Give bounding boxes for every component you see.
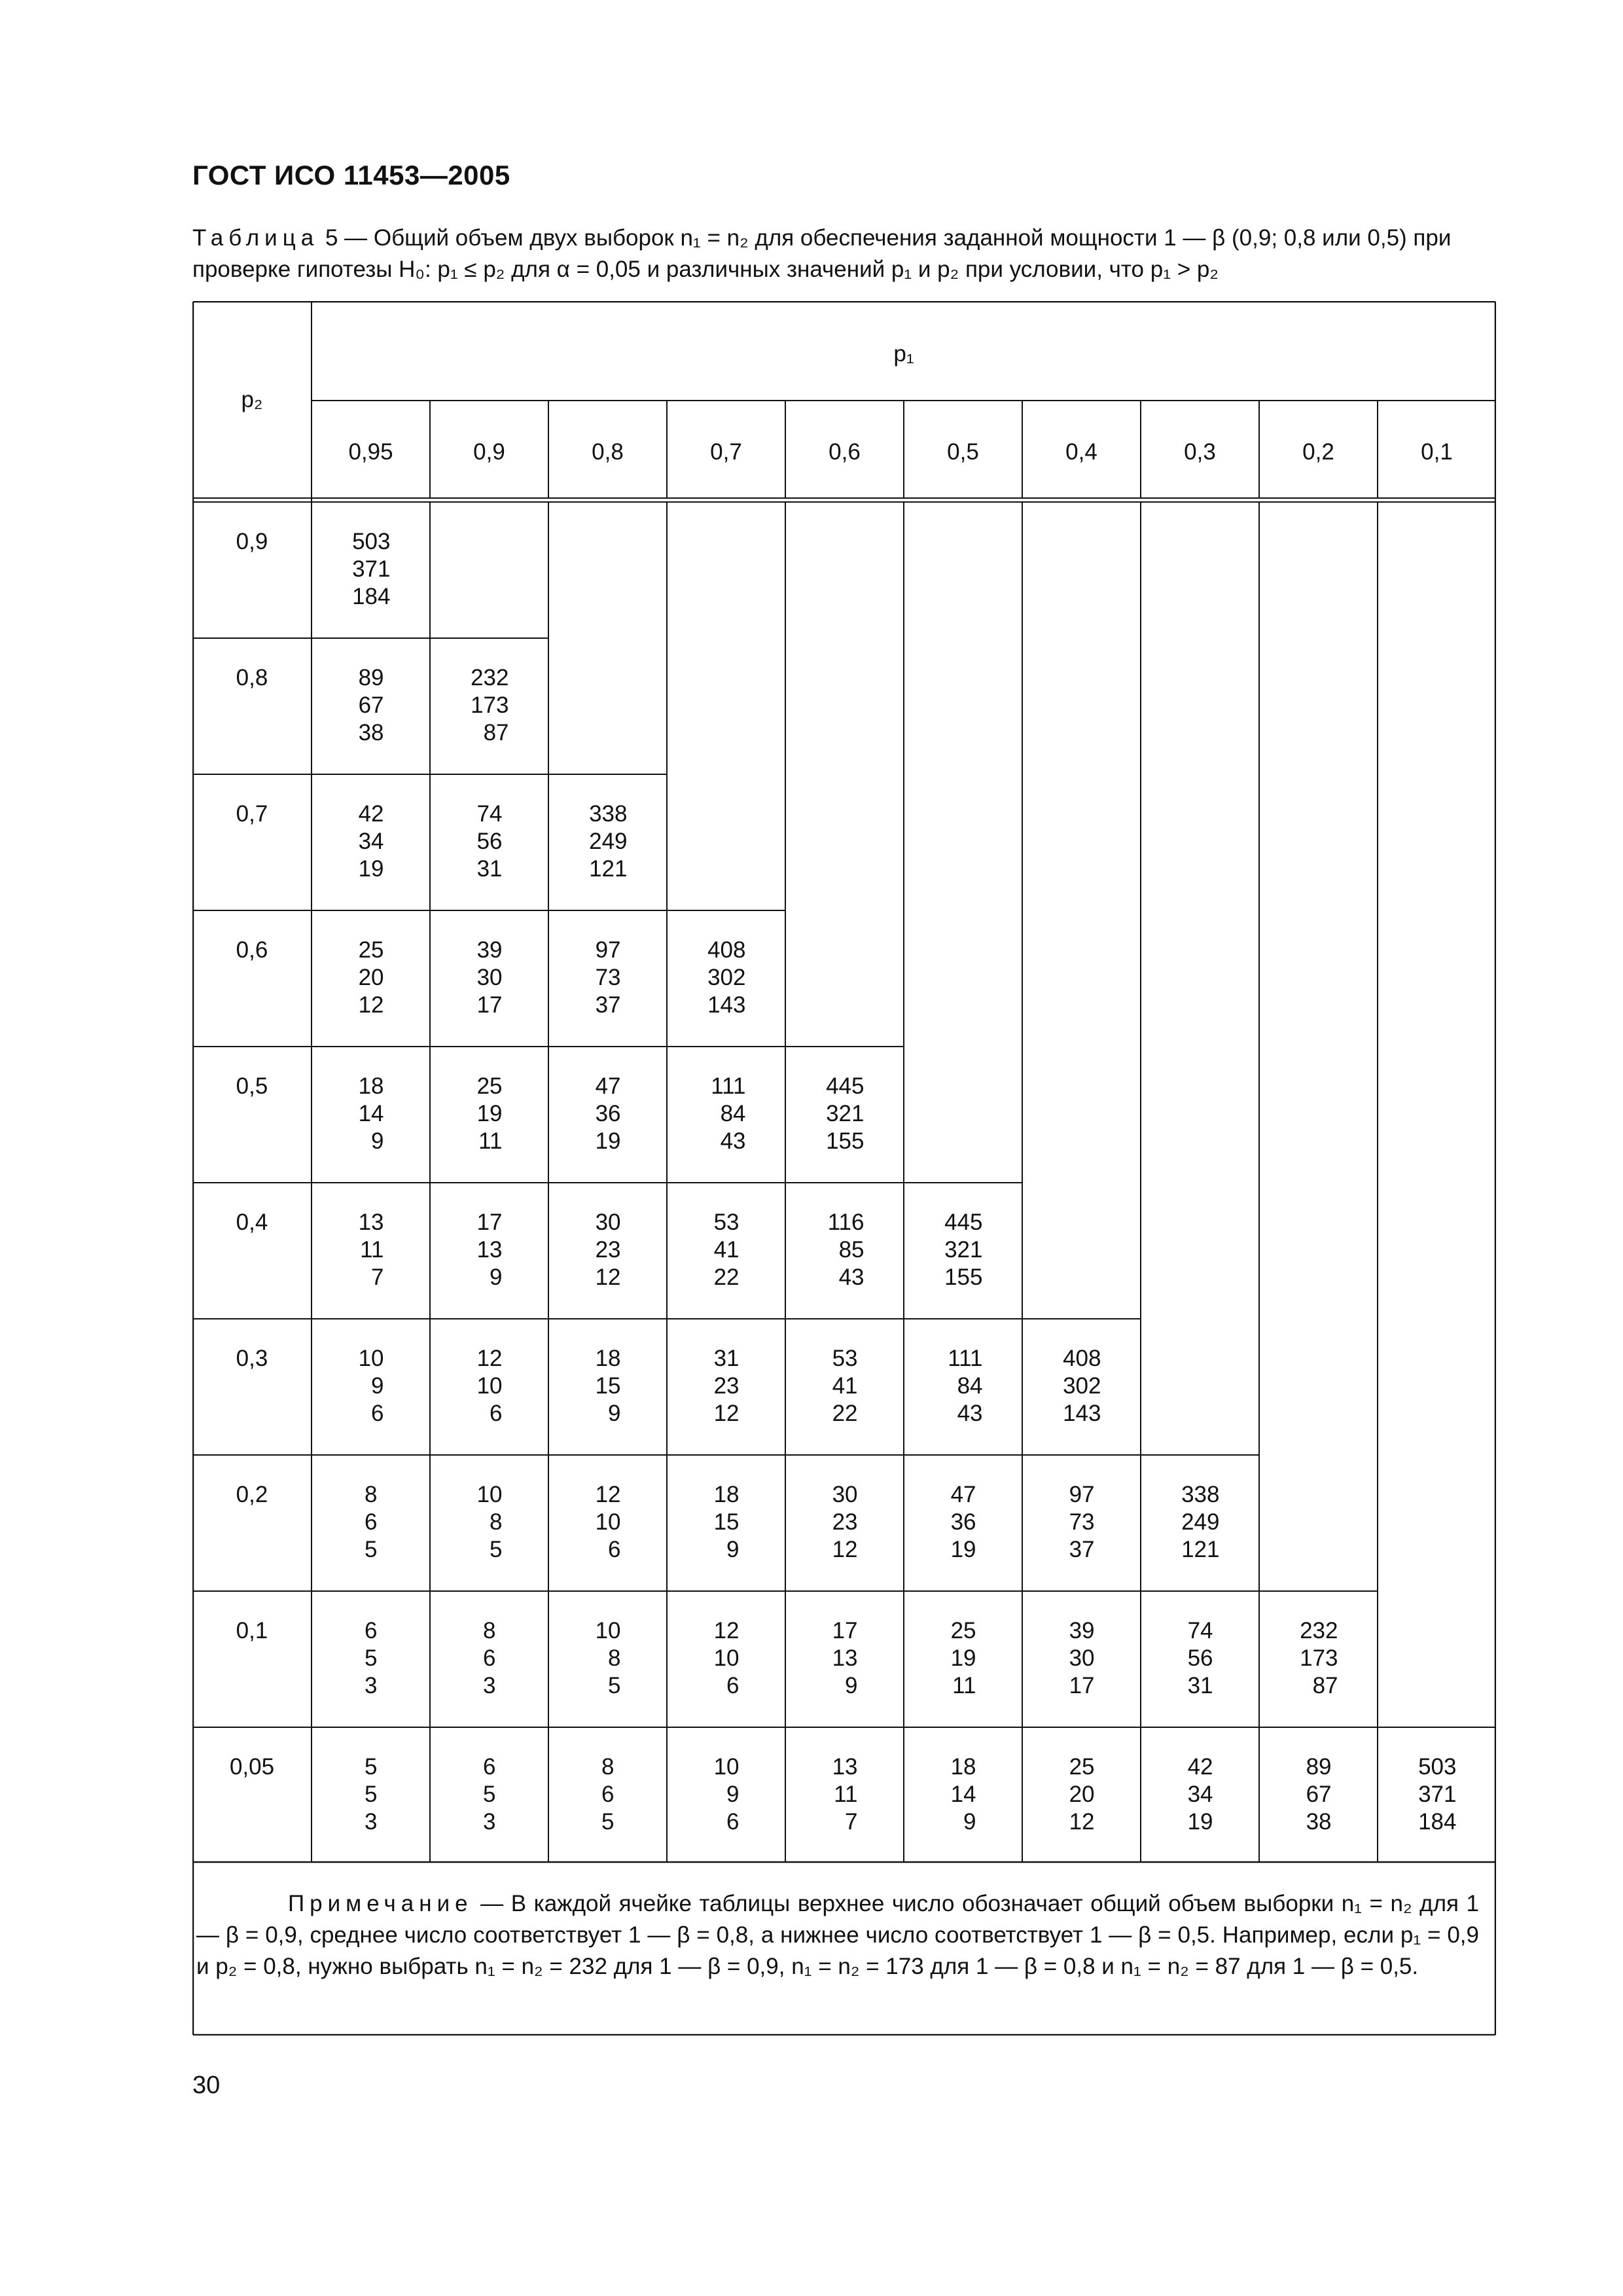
table-cell (1141, 1617, 1213, 1700)
cell-value: 111 (711, 1073, 746, 1099)
cell-value: 38 (358, 720, 384, 745)
table-cell (548, 1209, 621, 1291)
cell-value: 11 (834, 1782, 858, 1807)
table-cell (904, 1617, 976, 1700)
caption-number: 5 (325, 225, 338, 251)
cell-value: 371 (1418, 1782, 1457, 1807)
table-cell (430, 1209, 503, 1291)
cell-value: 41 (832, 1373, 858, 1399)
cell-value: 12 (476, 1346, 503, 1371)
row-label: 0,9 (236, 529, 268, 554)
cell-value: 8 (365, 1482, 378, 1507)
cell-value: 155 (826, 1128, 865, 1154)
cell-value: 9 (490, 1265, 503, 1290)
cell-value: 12 (713, 1618, 740, 1643)
cell-value: 37 (595, 992, 621, 1018)
row-label: 0,3 (236, 1346, 268, 1371)
cell-value: 85 (838, 1237, 865, 1263)
cell-value: 89 (1306, 1754, 1332, 1780)
cell-value: 121 (1181, 1537, 1220, 1562)
table-cell (904, 1209, 983, 1291)
cell-value: 7 (845, 1809, 858, 1835)
cell-value: 111 (948, 1346, 983, 1371)
table-cell (312, 1481, 378, 1564)
column-label: 0,9 (473, 439, 505, 465)
table-cell (312, 1617, 378, 1700)
cell-value: 47 (950, 1482, 976, 1507)
table-cell (667, 1209, 740, 1291)
cell-value: 3 (483, 1809, 496, 1835)
table-cell (1378, 1753, 1457, 1836)
cell-value: 12 (832, 1537, 858, 1562)
cell-value: 19 (595, 1128, 621, 1154)
page-number: 30 (192, 2072, 221, 2099)
cell-value: 67 (358, 692, 384, 718)
cell-value: 5 (365, 1754, 378, 1780)
cell-value: 53 (713, 1210, 740, 1235)
cell-value: 14 (950, 1782, 976, 1807)
cell-value: 10 (595, 1509, 621, 1535)
table-cell (312, 800, 384, 883)
cell-value: 3 (483, 1673, 496, 1698)
table-cell (312, 1209, 384, 1291)
cell-value: 25 (1069, 1754, 1095, 1780)
cell-value: 302 (707, 965, 746, 990)
cell-value: 232 (471, 665, 509, 691)
note-label: Примечание (288, 1891, 473, 1916)
cell-value: 36 (595, 1101, 621, 1126)
cell-value: 3 (365, 1673, 378, 1698)
cell-value: 89 (358, 665, 384, 691)
table-cell (785, 1345, 858, 1427)
column-label: 0,1 (1421, 439, 1453, 465)
cell-value: 74 (476, 801, 503, 827)
table-cell (548, 1753, 615, 1836)
cell-value: 338 (589, 801, 628, 827)
cell-value: 11 (478, 1128, 503, 1154)
column-label: 0,5 (947, 439, 979, 465)
cell-value: 56 (1187, 1645, 1213, 1671)
cell-value: 20 (358, 965, 384, 990)
row-label: 0,7 (236, 801, 268, 827)
table-cell (430, 800, 503, 883)
cell-value: 6 (371, 1401, 384, 1426)
table-cell (1259, 1617, 1338, 1700)
cell-value: 11 (952, 1673, 976, 1698)
cell-value: 19 (950, 1537, 976, 1562)
table-cell (667, 1617, 740, 1700)
data-table (192, 301, 1496, 2036)
table-cell (312, 1345, 384, 1427)
cell-value: 13 (832, 1754, 858, 1780)
cell-value: 41 (713, 1237, 740, 1263)
cell-value: 87 (483, 720, 509, 745)
table-cell (1022, 1345, 1101, 1427)
cell-value: 13 (832, 1645, 858, 1671)
table-cell (430, 1073, 503, 1155)
cell-value: 503 (1418, 1754, 1457, 1780)
cell-value: 8 (483, 1618, 496, 1643)
cell-value: 25 (476, 1073, 503, 1099)
cell-value: 12 (713, 1401, 740, 1426)
cell-value: 5 (365, 1537, 378, 1562)
cell-value: 321 (826, 1101, 865, 1126)
cell-value: 5 (365, 1782, 378, 1807)
cell-value: 97 (595, 937, 621, 963)
table-cell (430, 664, 509, 747)
cell-value: 34 (1187, 1782, 1213, 1807)
table-cell (312, 664, 384, 747)
cell-value: 23 (713, 1373, 740, 1399)
table-cell (1141, 1481, 1220, 1564)
table-cell (312, 937, 384, 1019)
row-label: 0,5 (236, 1073, 268, 1099)
cell-value: 6 (726, 1809, 740, 1835)
cell-value: 184 (1418, 1809, 1457, 1835)
table-cell (312, 1753, 378, 1836)
table-cell (312, 528, 391, 611)
cell-value: 18 (713, 1482, 740, 1507)
table-cell (548, 1345, 621, 1427)
cell-value: 42 (358, 801, 384, 827)
row-header-p2: p₂ (241, 387, 263, 412)
cell-value: 9 (371, 1128, 384, 1154)
cell-value: 73 (595, 965, 621, 990)
table-cell (430, 1345, 503, 1427)
table-cell (548, 937, 621, 1019)
cell-value: 6 (608, 1537, 621, 1562)
cell-value: 371 (352, 556, 391, 582)
cell-value: 155 (944, 1265, 983, 1290)
cell-value: 10 (476, 1482, 503, 1507)
row-label: 0,05 (229, 1754, 275, 1780)
cell-value: 30 (832, 1482, 858, 1507)
cell-value: 39 (1069, 1618, 1095, 1643)
cell-value: 15 (713, 1509, 740, 1535)
cell-value: 121 (589, 856, 628, 882)
cell-value: 249 (589, 829, 628, 854)
cell-value: 5 (365, 1645, 378, 1671)
table-note (196, 1888, 1479, 1982)
cell-value: 9 (371, 1373, 384, 1399)
cell-value: 56 (476, 829, 503, 854)
column-label: 0,6 (829, 439, 861, 465)
cell-value: 22 (713, 1265, 740, 1290)
cell-value: 6 (365, 1509, 378, 1535)
column-label: 0,2 (1302, 439, 1334, 465)
cell-value: 5 (601, 1809, 615, 1835)
cell-value: 12 (1069, 1809, 1095, 1835)
cell-value: 43 (838, 1265, 865, 1290)
cell-value: 232 (1300, 1618, 1338, 1643)
cell-value: 445 (826, 1073, 865, 1099)
cell-value: 14 (358, 1101, 384, 1126)
cell-value: 9 (726, 1537, 740, 1562)
table-cell (312, 1073, 384, 1155)
column-label: 0,3 (1184, 439, 1216, 465)
cell-value: 84 (957, 1373, 983, 1399)
row-label: 0,4 (236, 1210, 268, 1235)
table-cell (548, 800, 628, 883)
table-cell (430, 1481, 503, 1564)
cell-value: 173 (1300, 1645, 1338, 1671)
table-cell (1259, 1753, 1332, 1836)
cell-value: 39 (476, 937, 503, 963)
cell-value: 302 (1063, 1373, 1101, 1399)
caption-text: — Общий объем двух выборок n₁ = n₂ для обеспечения заданной мощности 1 — β (0,9; 0,8 или 0,5) при проверке гипотезы H₀: p₁ ≤ p₂ для α = 0,05 и различных значений p₁ и p₂ при условии, что p₁ > p₂ (192, 225, 1452, 282)
cell-value: 10 (358, 1346, 384, 1371)
cell-value: 19 (950, 1645, 976, 1671)
col-header-p1: p₁ (893, 341, 914, 367)
row-label: 0,8 (236, 665, 268, 691)
cell-value: 321 (944, 1237, 983, 1263)
cell-value: 12 (595, 1265, 621, 1290)
cell-value: 9 (845, 1673, 858, 1698)
table-cell (667, 1345, 740, 1427)
cell-value: 30 (476, 965, 503, 990)
cell-value: 25 (950, 1618, 976, 1643)
cell-value: 5 (483, 1782, 496, 1807)
cell-value: 3 (365, 1809, 378, 1835)
column-label: 0,8 (592, 439, 624, 465)
cell-value: 10 (476, 1373, 503, 1399)
cell-value: 30 (1069, 1645, 1095, 1671)
table-cell (430, 937, 503, 1019)
cell-value: 18 (595, 1346, 621, 1371)
cell-value: 10 (713, 1754, 740, 1780)
cell-value: 143 (707, 992, 746, 1018)
cell-value: 34 (358, 829, 384, 854)
column-label: 0,7 (710, 439, 742, 465)
cell-value: 67 (1306, 1782, 1332, 1807)
table-cell (667, 1753, 740, 1836)
cell-value: 17 (476, 1210, 503, 1235)
cell-value: 184 (352, 584, 391, 609)
table-cell (785, 1209, 865, 1291)
cell-value: 43 (720, 1128, 746, 1154)
cell-value: 19 (358, 856, 384, 882)
cell-value: 36 (950, 1509, 976, 1535)
cell-value: 22 (832, 1401, 858, 1426)
cell-value: 6 (490, 1401, 503, 1426)
table-cell (430, 1753, 496, 1836)
cell-value: 73 (1069, 1509, 1095, 1535)
cell-value: 19 (1187, 1809, 1213, 1835)
row-label: 0,1 (236, 1618, 268, 1643)
table-cell (1141, 1753, 1213, 1836)
cell-value: 143 (1063, 1401, 1101, 1426)
cell-value: 5 (490, 1537, 503, 1562)
cell-value: 8 (490, 1509, 503, 1535)
table-cell (1022, 1753, 1095, 1836)
cell-value: 18 (358, 1073, 384, 1099)
table-cell (667, 1481, 740, 1564)
cell-value: 5 (608, 1673, 621, 1698)
table-cell (904, 1345, 983, 1427)
cell-value: 6 (483, 1645, 496, 1671)
cell-value: 116 (827, 1210, 865, 1235)
table-cell (430, 1617, 496, 1700)
cell-value: 37 (1069, 1537, 1095, 1562)
cell-value: 338 (1181, 1482, 1220, 1507)
cell-value: 53 (832, 1346, 858, 1371)
cell-value: 31 (1187, 1673, 1213, 1698)
table-caption (192, 223, 1501, 285)
table-cell (667, 937, 746, 1019)
column-label: 0,4 (1065, 439, 1097, 465)
cell-value: 30 (595, 1210, 621, 1235)
cell-value: 47 (595, 1073, 621, 1099)
cell-value: 173 (471, 692, 509, 718)
cell-value: 6 (365, 1618, 378, 1643)
cell-value: 6 (726, 1673, 740, 1698)
cell-value: 17 (1069, 1673, 1095, 1698)
cell-value: 74 (1187, 1618, 1213, 1643)
cell-value: 11 (360, 1237, 384, 1263)
cell-value: 38 (1306, 1809, 1332, 1835)
caption-label: Таблица (192, 225, 319, 251)
cell-value: 43 (957, 1401, 983, 1426)
cell-value: 84 (720, 1101, 746, 1126)
table-cell (1022, 1481, 1095, 1564)
table-cell (667, 1073, 746, 1155)
cell-value: 9 (963, 1809, 976, 1835)
cell-value: 503 (352, 529, 391, 554)
cell-value: 31 (476, 856, 503, 882)
cell-value: 97 (1069, 1482, 1095, 1507)
table-cell (904, 1753, 976, 1836)
cell-value: 8 (601, 1754, 615, 1780)
table-cell (548, 1617, 621, 1700)
cell-value: 15 (595, 1373, 621, 1399)
table-cell (785, 1753, 858, 1836)
row-label: 0,2 (236, 1482, 268, 1507)
cell-value: 23 (832, 1509, 858, 1535)
table-cell (904, 1481, 976, 1564)
row-label: 0,6 (236, 937, 268, 963)
cell-value: 13 (358, 1210, 384, 1235)
cell-value: 10 (595, 1618, 621, 1643)
cell-value: 10 (713, 1645, 740, 1671)
table-cell (548, 1073, 621, 1155)
cell-value: 17 (832, 1618, 858, 1643)
table-cell (785, 1481, 858, 1564)
cell-value: 445 (944, 1210, 983, 1235)
table-cell (1022, 1617, 1095, 1700)
cell-value: 25 (358, 937, 384, 963)
cell-value: 19 (476, 1101, 503, 1126)
page-header: ГОСТ ИСО 11453—2005 (192, 160, 510, 190)
cell-value: 18 (950, 1754, 976, 1780)
cell-value: 9 (726, 1782, 740, 1807)
cell-value: 12 (358, 992, 384, 1018)
cell-value: 7 (371, 1265, 384, 1290)
cell-value: 408 (707, 937, 746, 963)
cell-value: 23 (595, 1237, 621, 1263)
cell-value: 17 (476, 992, 503, 1018)
cell-value: 6 (601, 1782, 615, 1807)
cell-value: 12 (595, 1482, 621, 1507)
cell-value: 408 (1063, 1346, 1101, 1371)
table-cell (785, 1617, 858, 1700)
cell-value: 31 (713, 1346, 740, 1371)
cell-value: 42 (1187, 1754, 1213, 1780)
cell-value: 8 (608, 1645, 621, 1671)
cell-value: 13 (476, 1237, 503, 1263)
cell-value: 6 (483, 1754, 496, 1780)
cell-value: 20 (1069, 1782, 1095, 1807)
cell-value: 87 (1312, 1673, 1338, 1698)
note-text: — В каждой ячейке таблицы верхнее число обозначает общий объем выборки n₁ = n₂ для 1 — β = 0,9, среднее число соответствует 1 — β = 0,8, а нижнее число соответствует 1 — β = 0,5. Например, если p₁ = 0,9 и p₂ = 0,8, нужно выбрать n₁ = n₂ = 232 для 1 — β = 0,9, n₁ = n₂ = 173 для 1 — β = 0,8 и n₁ = n₂ = 87 для 1 — β = 0,5. (196, 1891, 1479, 1979)
table-cell (548, 1481, 621, 1564)
cell-value: 249 (1181, 1509, 1220, 1535)
cell-value: 9 (608, 1401, 621, 1426)
table-cell (785, 1073, 865, 1155)
column-label: 0,95 (348, 439, 393, 465)
